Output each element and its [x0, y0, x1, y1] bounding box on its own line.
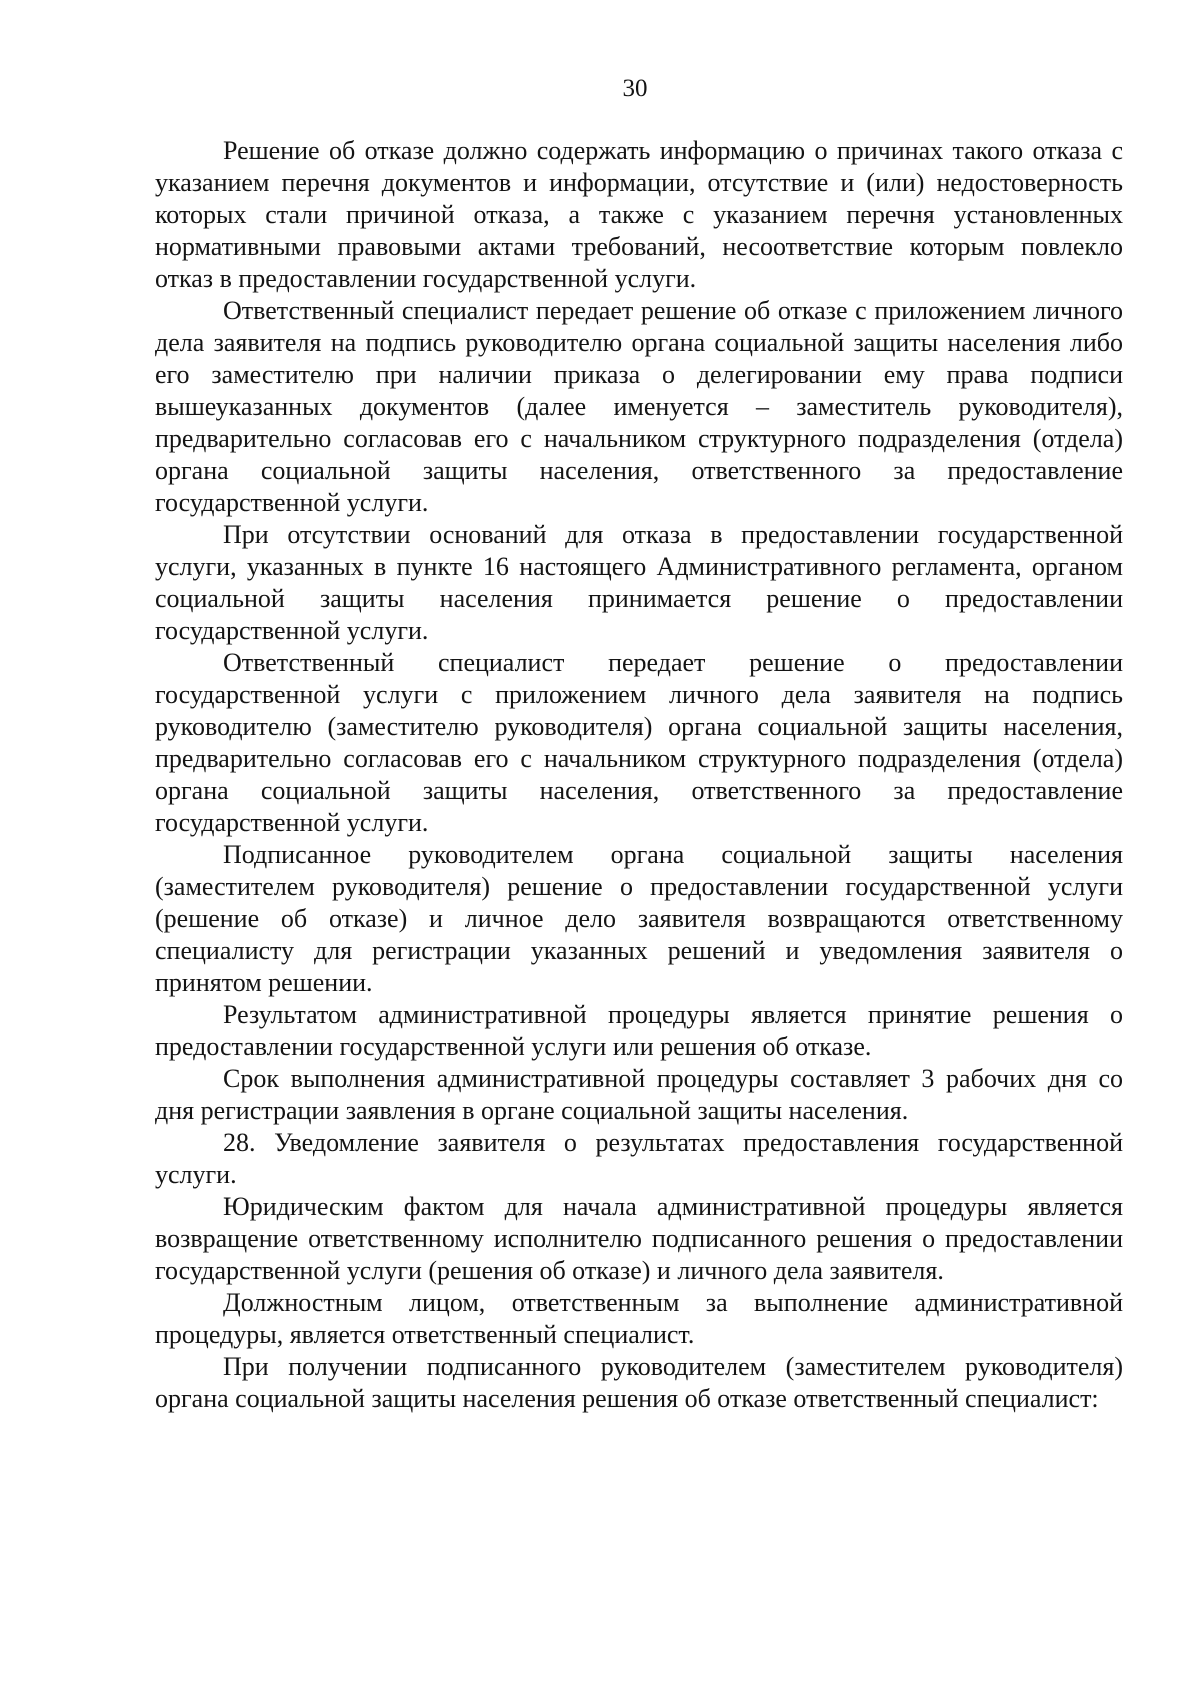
paragraph: 28. Уведомление заявителя о результатах предоставления государственной услуги. — [155, 1128, 1123, 1189]
body-text — [155, 135, 1123, 1415]
paragraph: При отсутствии оснований для отказа в предоставлении государственной услуги, указанных в пункте 16 настоящего Административного регламента, органом социальной защиты населения принимается решение о предоставлении государственной услуги. — [155, 520, 1123, 645]
paragraph: Ответственный специалист передает решение о предоставлении государственной услуги с приложением личного дела заявителя на подпись руководителю (заместителю руководителя) органа социальной защиты населения, предварительно согласовав его с начальником структурного подразделения (отдела) органа социальной защиты населения, ответственного за предоставление государственной услуги. — [155, 648, 1123, 837]
paragraph: Решение об отказе должно содержать информацию о причинах такого отказа с указанием перечня документов и информации, отсутствие и (или) недостоверность которых стали причиной отказа, а также с указанием перечня установленных нормативными правовыми актами требований, несоответствие которым повлекло отказ в предоставлении государственной услуги. — [155, 136, 1123, 293]
paragraph: Подписанное руководителем органа социальной защиты населения (заместителем руководителя) решение о предоставлении государственной услуги (решение об отказе) и личное дело заявителя возвращаются ответственному специалисту для регистрации указанных решений и уведомления заявителя о принятом решении. — [155, 840, 1123, 997]
paragraph: Ответственный специалист передает решение об отказе с приложением личного дела заявителя на подпись руководителю органа социальной защиты населения либо его заместителю при наличии приказа о делегировании ему права подписи вышеуказанных документов (далее именуется – заместитель руководителя), предварительно согласовав его с начальником структурного подразделения (отдела) органа социальной защиты населения, ответственного за предоставление государственной услуги. — [155, 296, 1123, 517]
paragraph: Юридическим фактом для начала административной процедуры является возвращение ответственному исполнителю подписанного решения о предоставлении государственной услуги (решения об отказе) и личного дела заявителя. — [155, 1192, 1123, 1285]
paragraph: Результатом административной процедуры является принятие решения о предоставлении государственной услуги или решения об отказе. — [155, 1000, 1123, 1061]
paragraph: При получении подписанного руководителем (заместителем руководителя) органа социальной защиты населения решения об отказе ответственный специалист: — [155, 1352, 1123, 1413]
paragraph: Срок выполнения административной процедуры составляет 3 рабочих дня со дня регистрации заявления в органе социальной защиты населения. — [155, 1064, 1123, 1125]
page-number: 30 — [622, 75, 648, 102]
paragraph: Должностным лицом, ответственным за выполнение административной процедуры, является ответственный специалист. — [155, 1288, 1123, 1349]
